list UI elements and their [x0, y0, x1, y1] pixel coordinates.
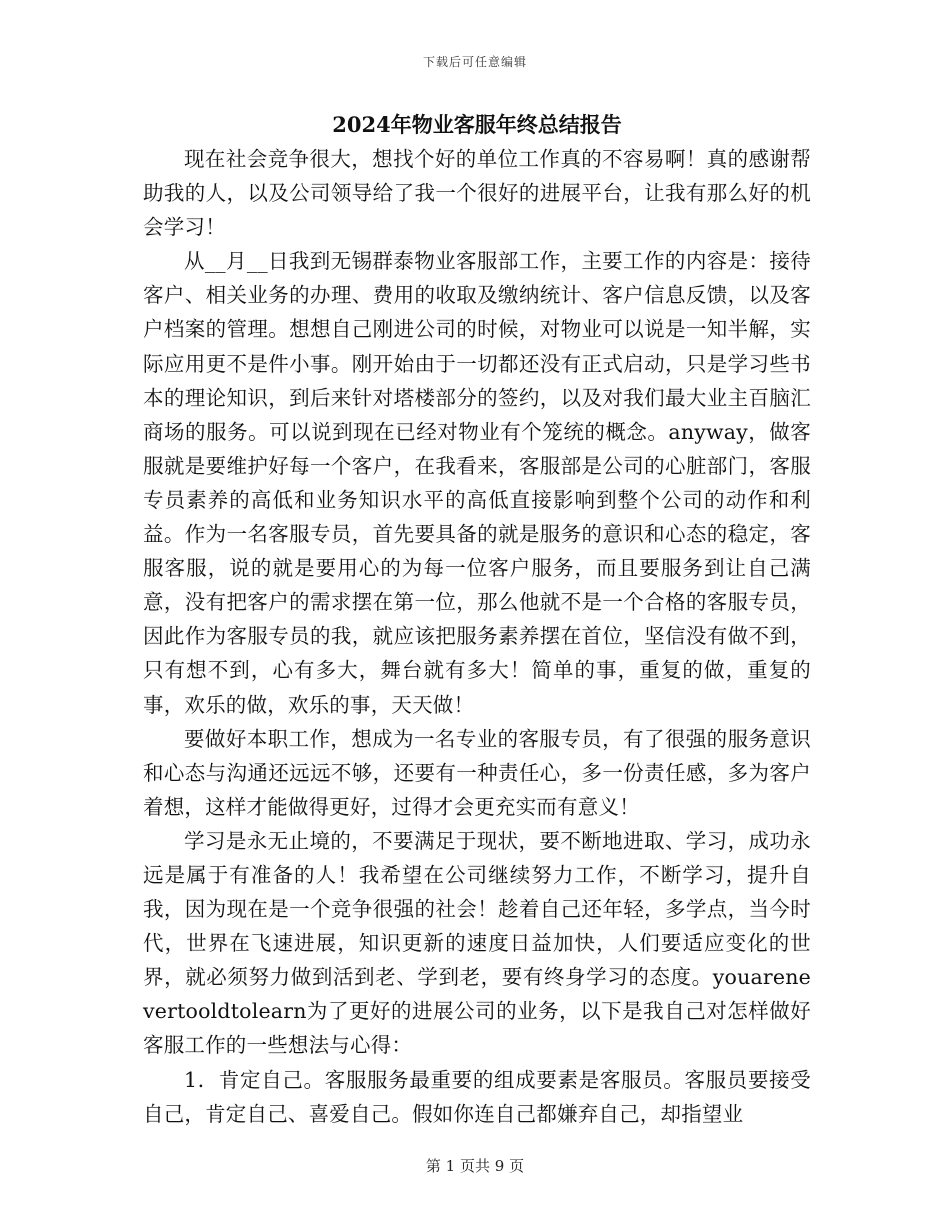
paragraph-intro: 现在社会竞争很大，想找个好的单位工作真的不容易啊！真的感谢帮助我的人，以及公司领导给了我一个很好的进展平台，让我有那么好的机会学习！: [143, 147, 811, 240]
paragraph-point-1: 1．肯定自己。客服服务最重要的组成要素是客服员。客服员要接受自己，肯定自己、喜爱自己。假如你连自己都嫌弃自己，却指望业: [143, 1067, 811, 1126]
document-title: 2024年物业客服年终总结报告: [332, 112, 622, 137]
paragraph-learning: 学习是永无止境的，不要满足于现状，要不断地进取、学习，成功永远是属于有准备的人！我希望在公司继续努力工作，不断学习，提升自我，因为现在是一个竞争很强的社会！趁着自己还年轻，多学点，当今时代，世界在飞速进展，知识更新的速度日益加快，人们要适应变化的世界，就必须努力做到活到老、学到老，要有终身学习的态度。youarenevertooldtolearn为了更好的进展公司的业务，以下是我自己对怎样做好客服工作的一些想法与心得：: [143, 828, 811, 1058]
paragraph-responsibility: 要做好本职工作，想成为一名专业的客服专员，有了很强的服务意识和心态与沟通还远远不够，还要有一种责任心，多一份责任感，多为客户着想，这样才能做得更好，过得才会更充实而有意义！: [143, 726, 811, 819]
header-note: 下载后可任意编辑: [422, 55, 527, 69]
paragraph-work-content: 从__月__日我到无锡群泰物业客服部工作，主要工作的内容是：接待客户、相关业务的办理、费用的收取及缴纳统计、客户信息反馈，以及客户档案的管理。想想自己刚进公司的时候，对物业可以说是一知半解，实际应用更不是件小事。刚开始由于一切都还没有正式启动，只是学习些书本的理论知识，到后来针对塔楼部分的签约，以及对我们最大业主百脑汇商场的服务。可以说到现在已经对物业有个笼统的概念。anyway，做客服就是要维护好每一个客户，在我看来，客服部是公司的心脏部门，客服专员素养的高低和业务知识水平的高低直接影响到整个公司的动作和利益。作为一名客服专员，首先要具备的就是服务的意识和心态的稳定，客服客服，说的就是要用心的为每一位客户服务，而且要服务到让自己满意，没有把客户的需求摆在第一位，那么他就不是一个合格的客服专员，因此作为客服专员的我，就应该把服务素养摆在首位，坚信没有做不到，只有想不到，心有多大，舞台就有多大！简单的事，重复的做，重复的事，欢乐的做，欢乐的事，天天做！: [143, 249, 811, 717]
document-body: [143, 108, 811, 1131]
page-number: 第 1 页共 9 页: [425, 1157, 525, 1175]
